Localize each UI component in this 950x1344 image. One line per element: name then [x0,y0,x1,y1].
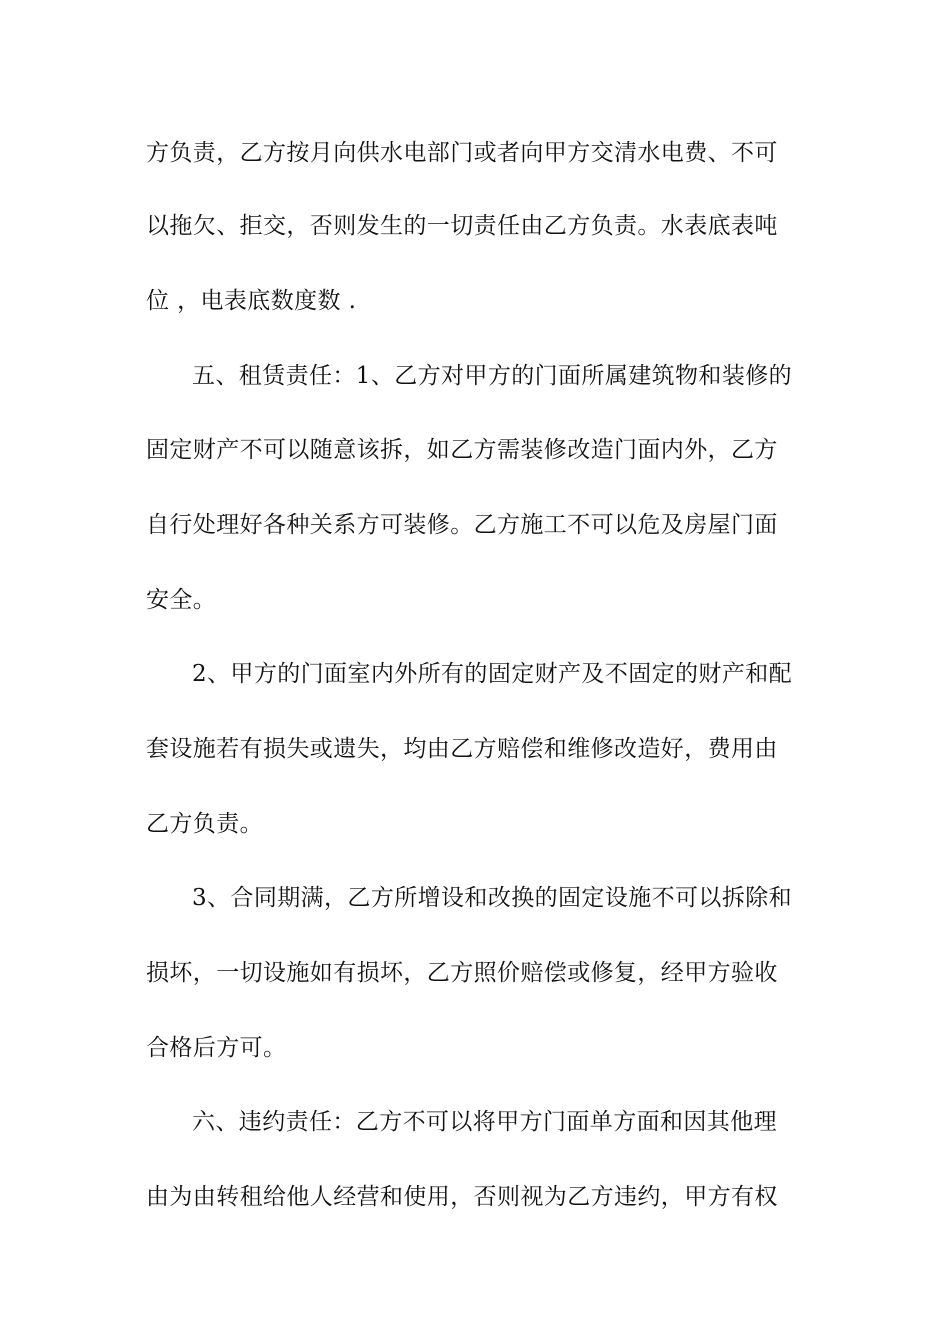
text-line: 安全。 [146,587,217,613]
text-line: 以拖欠、拒交，否则发生的一切责任由乙方负责。水表底表吨 [146,213,778,239]
text-line: 合格后方可。 [146,1035,287,1061]
text-line: 自行处理好各种关系方可装修。乙方施工不可以危及房屋门面 [146,512,778,538]
text-line: 损坏，一切设施如有损坏，乙方照价赔偿或修复，经甲方验收 [146,960,778,986]
paragraph-start-line: 2、甲方的门面室内外所有的固定财产及不固定的财产和配 [192,661,793,687]
text-line: 方负责，乙方按月向供水电部门或者向甲方交清水电费、不可 [146,140,778,166]
text-line: 套设施若有损失或遗失，均由乙方赔偿和维修改造好，费用由 [146,736,778,762]
text-line: 由为由转租给他人经营和使用，否则视为乙方违约，甲方有权 [146,1184,778,1210]
paragraph-start-line: 3、合同期满，乙方所增设和改换的固定设施不可以拆除和 [192,885,793,911]
text-line: 乙方负责。 [146,811,263,837]
paragraph-start-line: 六、违约责任：乙方不可以将甲方门面单方面和因其他理 [192,1109,777,1135]
paragraph-start-line: 五、租赁责任：1、乙方对甲方的门面所属建筑物和装修的 [192,363,793,389]
text-line: 位 ，电表底数度数 . [146,288,357,314]
text-line: 固定财产不可以随意该拆，如乙方需装修改造门面内外，乙方 [146,437,778,463]
